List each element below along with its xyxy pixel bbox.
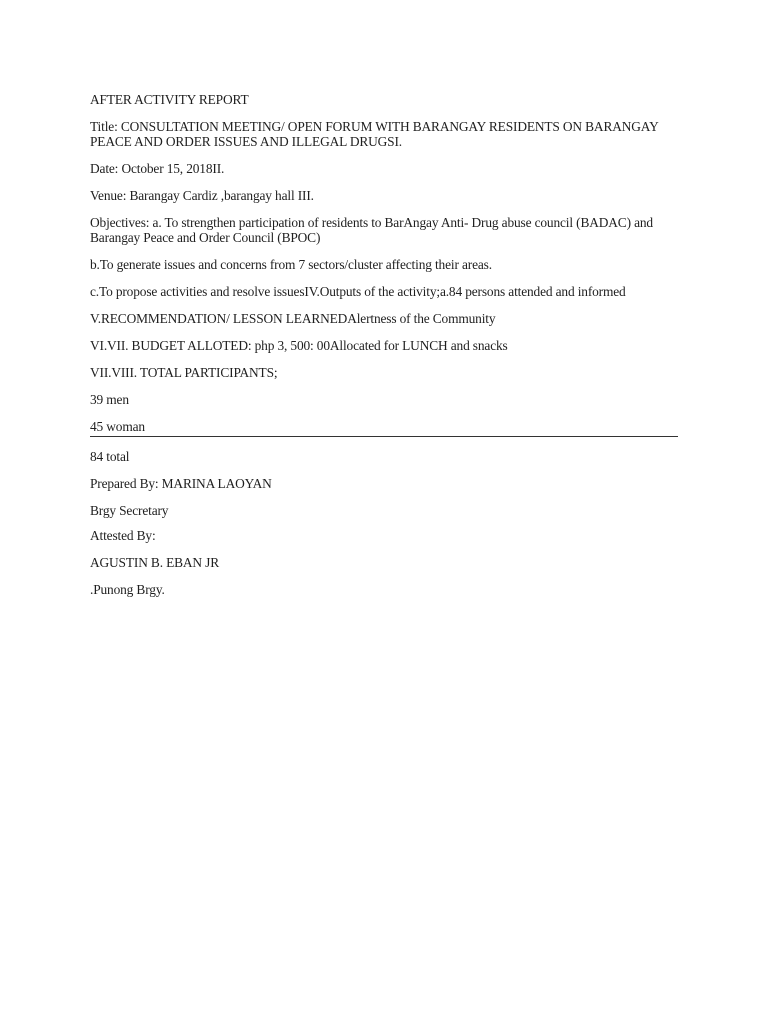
report-budget: VI.VII. BUDGET ALLOTED: php 3, 500: 00Allocated for LUNCH and snacks: [90, 338, 508, 353]
report-venue: Venue: Barangay Cardiz ,barangay hall III.: [90, 188, 314, 203]
report-women-count: 45 woman: [90, 419, 145, 434]
report-heading: AFTER ACTIVITY REPORT: [90, 92, 249, 107]
report-prepared-by: Prepared By: MARINA LAOYAN: [90, 476, 272, 491]
report-objectives: Objectives: a. To strengthen participation of residents to BarAngay Anti- Drug abuse council (BADAC) and Barangay Peace and Order Council (BPOC): [90, 215, 653, 245]
report-objective-c: c.To propose activities and resolve issuesIV.Outputs of the activity;a.84 persons attended and informed: [90, 284, 626, 299]
report-objective-b: b.To generate issues and concerns from 7 sectors/cluster affecting their areas.: [90, 257, 492, 272]
report-title: Title: CONSULTATION MEETING/ OPEN FORUM WITH BARANGAY RESIDENTS ON BARANGAY PEACE AND ORDER ISSUES AND ILLEGAL DRUGSI.: [90, 119, 659, 149]
report-page: [90, 92, 680, 609]
women-count-underline: [90, 419, 678, 437]
report-attested-name: AGUSTIN B. EBAN JR: [90, 555, 219, 570]
report-attested-role: .Punong Brgy.: [90, 582, 165, 597]
report-attested-by: Attested By:: [90, 528, 156, 543]
report-recommendation: V.RECOMMENDATION/ LESSON LEARNEDAlertness of the Community: [90, 311, 496, 326]
report-prepared-role: Brgy Secretary: [90, 503, 169, 518]
report-total-count: 84 total: [90, 449, 130, 464]
report-participants-heading: VII.VIII. TOTAL PARTICIPANTS;: [90, 365, 278, 380]
report-men-count: 39 men: [90, 392, 129, 407]
report-date: Date: October 15, 2018II.: [90, 161, 225, 176]
